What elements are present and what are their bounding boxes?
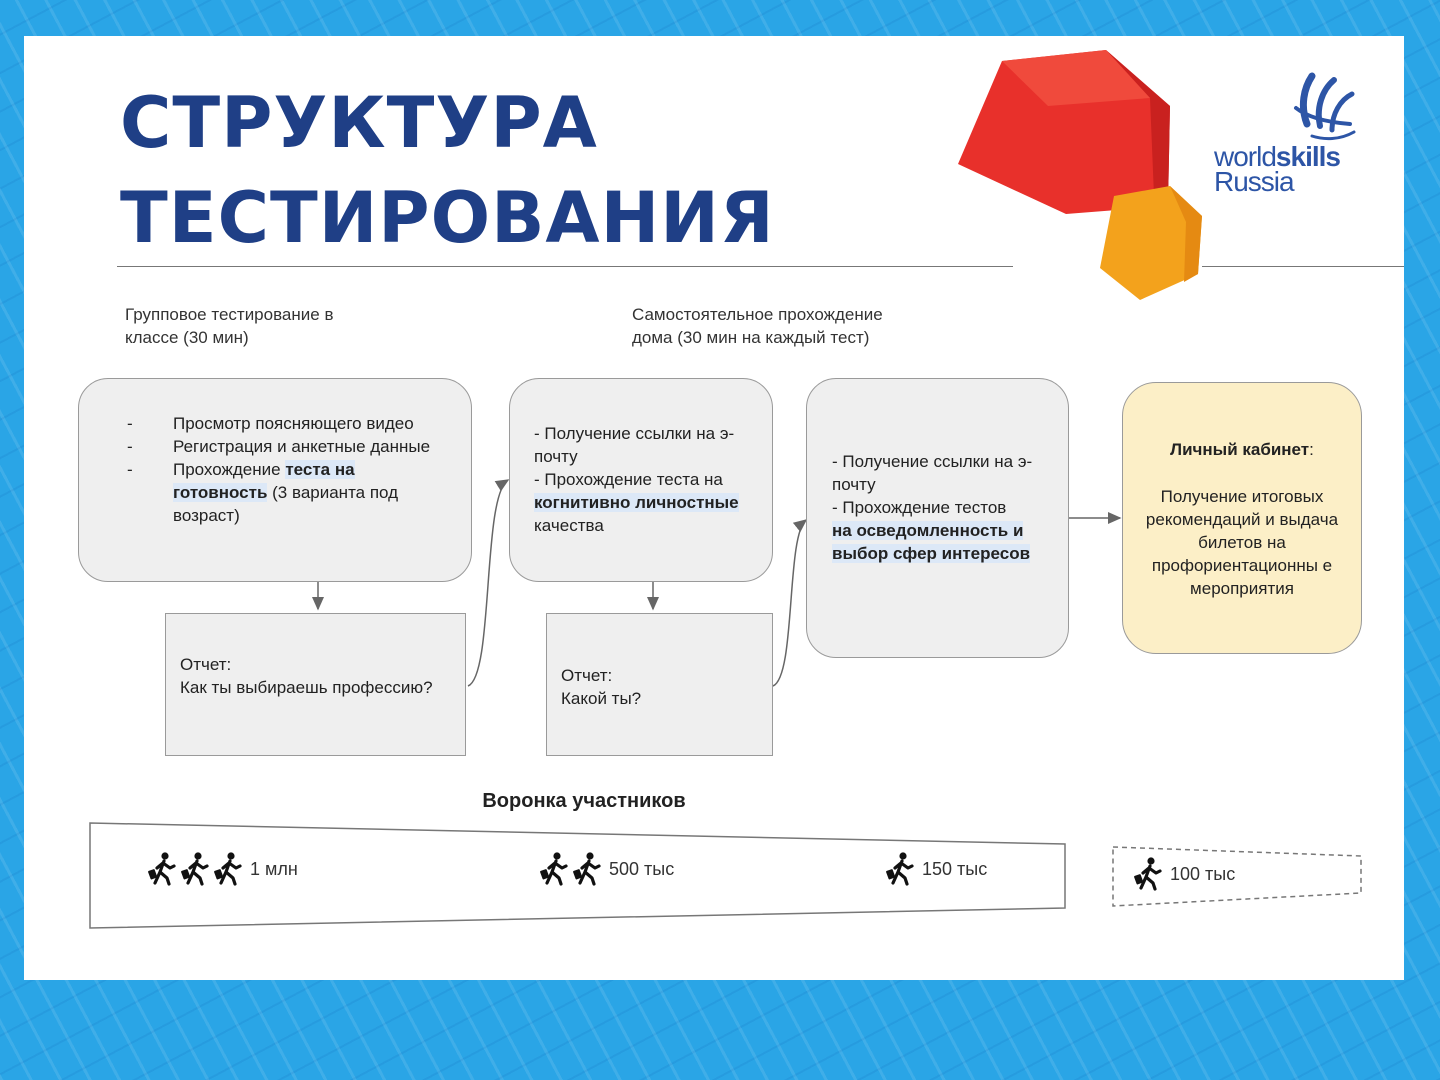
- highlight-awareness: на осведомленность и выбор сфер интересов: [832, 521, 1031, 563]
- stage-icons: [540, 852, 603, 886]
- list-item-text: Регистрация и анкетные данные: [173, 437, 431, 456]
- walker-icon: [1134, 857, 1164, 891]
- logo-word-world: world: [1214, 141, 1276, 172]
- title-line-1: СТРУКТУРА: [120, 82, 598, 164]
- stage-icons: [1134, 857, 1164, 891]
- slide: [24, 36, 1404, 980]
- list-item-text: Просмотр поясняющего видео: [173, 414, 414, 433]
- box3-line-test: - Прохождение тестов: [832, 498, 1007, 517]
- report2-text: Какой ты?: [561, 689, 642, 708]
- header-group-testing: Групповое тестирование в классе (30 мин): [125, 305, 334, 347]
- stage-icons: [148, 852, 244, 886]
- personal-cabinet-body: Получение итоговых рекомендаций и выдача билетов на профориентационны е мероприятия: [1145, 487, 1339, 598]
- funnel-stage-1: [148, 852, 298, 886]
- stage-label: 500 тыс: [609, 858, 675, 879]
- header-home-testing: Самостоятельное прохождение дома (30 мин на каждый тест): [632, 305, 883, 347]
- funnel-stage-final: [1134, 857, 1235, 891]
- box2-post-text: качества: [534, 516, 604, 535]
- box3-line-link: - Получение ссылки на э-почту: [832, 452, 1033, 494]
- walker-icon: [181, 852, 211, 886]
- box2-line-link: - Получение ссылки на э-почту: [534, 424, 735, 466]
- stage-label: 1 млн: [250, 858, 298, 879]
- logo-word-russia: Russia: [1214, 166, 1294, 197]
- list-item-text: Прохождение: [173, 460, 286, 479]
- walker-icon: [886, 852, 916, 886]
- title-line-2: ТЕСТИРОВАНИЯ: [120, 177, 775, 259]
- walker-icon: [540, 852, 570, 886]
- highlight-cognitive: когнитивно личностные: [534, 493, 739, 512]
- stage-label: 100 тыс: [1170, 863, 1236, 884]
- report2-label: Отчет:: [561, 666, 613, 685]
- report1-label: Отчет:: [180, 655, 232, 674]
- funnel-stage-2: [540, 852, 674, 886]
- personal-cabinet-title-colon: :: [1309, 440, 1314, 459]
- box2-line-test: - Прохождение теста на: [534, 470, 723, 489]
- walker-icon: [573, 852, 603, 886]
- stage-icons: [886, 852, 916, 886]
- report1-text: Как ты выбираешь профессию?: [180, 678, 433, 697]
- personal-cabinet-title-text: Личный кабинет: [1170, 440, 1310, 459]
- logo-word-skills: skills: [1275, 141, 1340, 172]
- funnel-title: Воронка участников: [482, 790, 686, 812]
- stage-label: 150 тыс: [922, 858, 988, 879]
- walker-icon: [148, 852, 178, 886]
- walker-icon: [214, 852, 244, 886]
- funnel-shapes: [24, 36, 1404, 980]
- highlight-readiness-test: теста на готовность: [173, 460, 355, 502]
- funnel-stage-3: [886, 852, 987, 886]
- list-item-text: (3 варианта под возраст): [173, 483, 399, 525]
